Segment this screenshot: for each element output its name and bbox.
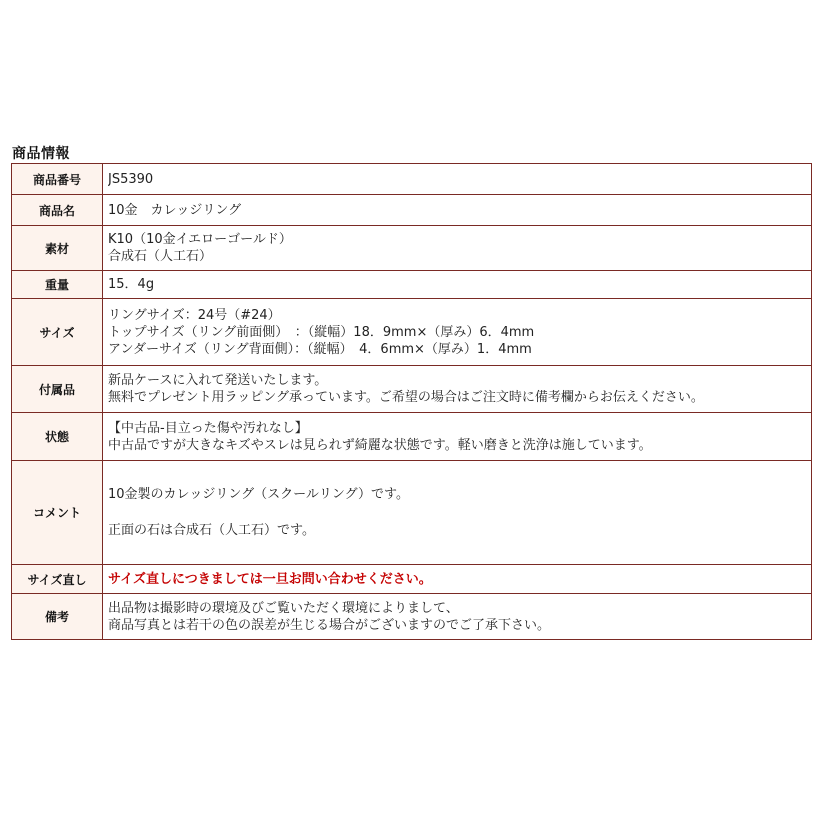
row-label-size: サイズ	[12, 299, 103, 366]
row-value-material	[103, 226, 812, 271]
row-label-item-number: 商品番号	[12, 164, 103, 195]
section-title: 商品情報	[12, 146, 70, 162]
row-value-remarks	[103, 594, 812, 640]
row-label-weight: 重量	[12, 271, 103, 299]
size-line-1: リングサイズ：24号（#24）	[108, 307, 281, 323]
row-value-item-number	[103, 164, 812, 195]
remarks-line-2: 商品写真とは若干の色の誤差が生じる場合がございますのでご了承下さい。	[108, 617, 551, 633]
table-row	[12, 594, 812, 640]
table-row	[12, 565, 812, 594]
table-row	[12, 164, 812, 195]
product-info-table	[11, 163, 812, 640]
resizing-notice: サイズ直しにつきましては一旦お問い合わせください。	[108, 571, 432, 587]
row-label-resizing: サイズ直し	[12, 565, 103, 594]
table-row	[12, 226, 812, 271]
row-value-resizing	[103, 565, 812, 594]
item-number-value: JS5390	[108, 171, 154, 187]
row-label-comment: コメント	[12, 461, 103, 565]
accessories-line-1: 新品ケースに入れて発送いたします。	[108, 373, 328, 388]
remarks-line-1: 出品物は撮影時の環境及びご覧いただく環境によりまして、	[108, 600, 459, 616]
row-label-accessories: 付属品	[12, 366, 103, 413]
product-name-value: 10金 カレッジリング	[108, 202, 242, 218]
row-value-weight	[103, 271, 812, 299]
size-line-3: アンダーサイズ（リング背面側）：（縦幅） 4．6mm×（厚み）1．4mm	[108, 341, 532, 357]
comment-line-1: 10金製のカレッジリング（スクールリング）です。	[108, 487, 409, 502]
condition-line-2: 中古品ですが大きなキズやスレは見られず綺麗な状態です。軽い磨きと洗浄は施しています。	[108, 437, 652, 453]
table-row	[12, 461, 812, 565]
comment-line-2: 正面の石は合成石（人工石）です。	[108, 523, 315, 538]
table-row	[12, 413, 812, 461]
row-value-size	[103, 299, 812, 366]
row-label-remarks: 備考	[12, 594, 103, 640]
table-row	[12, 366, 812, 413]
row-value-condition	[103, 413, 812, 461]
size-line-2: トップサイズ（リング前面側） ：（縦幅）18．9mm×（厚み）6．4mm	[108, 324, 535, 340]
row-label-product-name: 商品名	[12, 195, 103, 226]
table-row	[12, 195, 812, 226]
row-value-product-name	[103, 195, 812, 226]
weight-value: 15．4g	[108, 277, 155, 292]
material-line-2: 合成石（人工石）	[108, 249, 213, 264]
condition-line-1: 【中古品-目立った傷や汚れなし】	[108, 420, 308, 436]
accessories-line-2: 無料でプレゼント用ラッピング承っています。ご希望の場合はご注文時に備考欄からお伝えください。	[108, 390, 704, 405]
row-label-material: 素材	[12, 226, 103, 271]
table-row	[12, 299, 812, 366]
material-line-1: K10（10金イエローゴールド）	[108, 232, 292, 247]
row-value-comment	[103, 461, 812, 565]
table-row	[12, 271, 812, 299]
row-value-accessories	[103, 366, 812, 413]
row-label-condition: 状態	[12, 413, 103, 461]
